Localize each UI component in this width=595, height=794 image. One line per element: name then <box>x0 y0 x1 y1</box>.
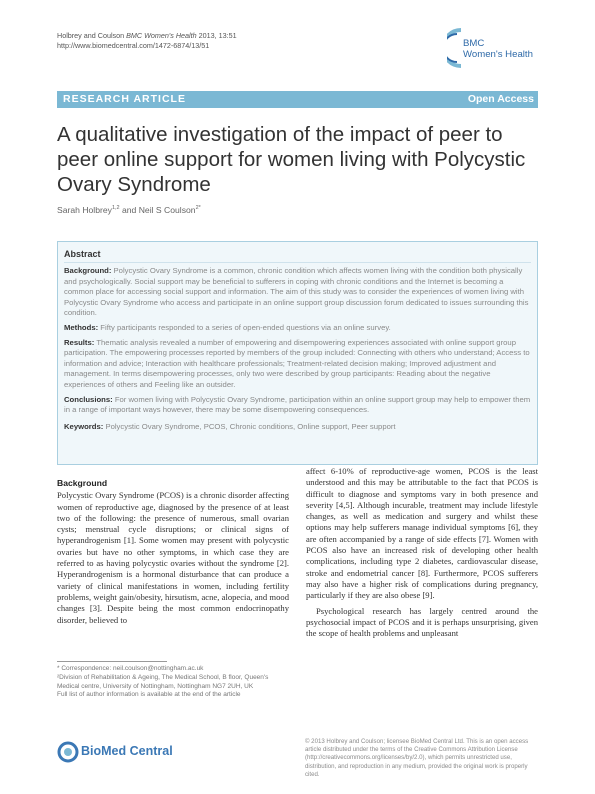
affiliation-note: ²Division of Rehabilitation & Ageing, The Medical School, B floor, Queen's Medical centre, University of Nottingham, Nottingham NG7 2UH, UK <box>57 673 269 690</box>
journal-logo-line2: Women's Health <box>463 49 533 60</box>
journal-logo <box>447 26 557 76</box>
abstract-results-label: Results: <box>64 337 95 347</box>
abstract-background-text: Polycystic Ovary Syndrome is a common, chronic condition which affects women living with the condition both physically and psychologically. Social support may be beneficial to sufferers in coping with chronic conditions and the Internet is becoming a common place for accessing social support and information. The aim of this study was to consider the experiences of women living with Polycystic Ovary Syndrome who access and participate in an online support group discussion forum dedicated to issues surrounding this condition. <box>64 266 529 318</box>
abstract-methods-label: Methods: <box>64 322 99 332</box>
abstract-keywords-label: Keywords: <box>64 421 104 431</box>
body-column-left <box>57 478 289 626</box>
abstract-divider <box>64 262 531 263</box>
abstract-heading: Abstract <box>64 249 101 259</box>
biomed-central-swirl-icon <box>57 741 79 763</box>
citation-journal: BMC Women's Health <box>126 31 197 40</box>
journal-logo-line1: BMC <box>463 38 485 49</box>
citation-url[interactable]: http://www.biomedcentral.com/1472-6874/13/51 <box>57 41 210 50</box>
citation-volume: 2013, 13:51 <box>196 31 237 40</box>
author-separator: and <box>119 205 139 215</box>
abstract-keywords <box>64 422 532 433</box>
body-paragraph: affect 6-10% of reproductive-age women, PCOS is the least understood and this may be attributable to the fact that PCOS is difficult to diagnose and symptoms vary in both presence and severity [4,5]. Although incurable, treatment may include lifestyle changes, as well as medication and surgery and whilst these options may help sufferers manage individual symptoms [6], they are often accompanied by a range of side effects [7]. Women with PCOS also have an increased risk of developing other health complications, including type 2 diabetes, cardiovascular disease, stroke and endometrial cancer [8]. Furthermore, PCOS sufferers may also have a higher risk of complications during pregnancy, particularly if they are also obese [9]. <box>306 466 538 601</box>
abstract-conclusions <box>64 395 532 416</box>
abstract-methods-text: Fifty participants responded to a series of open-ended questions via an online survey. <box>98 322 391 332</box>
license-text: © 2013 Holbrey and Coulson; licensee BioMed Central Ltd. This is an open access article distributed under the terms of the Creative Commons Attribution License (http://creativecommons.org/licenses/by/2.0), which permits unrestricted use, distribution, and reproduction in any medium, provided the original work is properly cited. <box>305 738 529 778</box>
citation-authors: Holbrey and Coulson <box>57 31 127 40</box>
abstract-conclusions-label: Conclusions: <box>64 394 113 404</box>
abstract-background-label: Background: <box>64 266 112 275</box>
body-column-right <box>306 466 538 639</box>
abstract-conclusions-text: For women living with Polycystic Ovary Syndrome, participation within an online support group may help to empower them in a range of important ways however, there may be some disempowering consequences. <box>64 394 531 415</box>
publisher-name: BioMed Central <box>81 744 173 758</box>
author-info-note: Full list of author information is available at the end of the article <box>57 691 241 699</box>
abstract-keywords-text: Polycystic Ovary Syndrome, PCOS, Chronic conditions, Online support, Peer support <box>103 421 396 431</box>
article-title: A qualitative investigation of the impact of peer to peer online support for women living with Polycystic Ovary Syndrome <box>57 123 526 196</box>
publisher-logo <box>57 740 177 764</box>
abstract-box <box>57 241 538 465</box>
abstract-background <box>64 266 532 319</box>
citation-header <box>57 31 237 51</box>
footnote-divider <box>57 661 167 662</box>
abstract-results <box>64 338 532 391</box>
body-paragraph: Polycystic Ovary Syndrome (PCOS) is a chronic disorder affecting women of reproductive age, diagnosed by the presence of at least two of the following: the presence of numerous, small ovarian cysts; menstrual cycle disruptions; or clinical signs of hyperandrogenism [1]. Some women may present with polycystic ovaries but have no other symptoms, in which case they are referred to as having polycystic ovaries without the syndrome [2]. Hyperandrogenism is a hormonal disturbance that can produce a variety of clinical manifestations in women, including fertility problems, weight gain/obesity, hirsutism, acne, alopecia, and mood changes [3]. Despite being the most common endocrinopathy disorder, believed to <box>57 490 289 625</box>
correspondence-note: * Correspondence: neil.coulson@nottingham.ac.uk <box>57 665 204 672</box>
open-access-label: Open Access <box>467 93 534 105</box>
abstract-results-text: Thematic analysis revealed a number of empowering and disempowering experiences associated with online support group participation. The empowering processes reported by members of the group included: Connecting with others who understand; Access to information and advice; Interaction with healthcare professionals; Treatment-related decision making; Improved adjustment and management. In terms disempowering processes, only two were described by group participants: Reading about the negative experiences of others and Feeling like an outsider. <box>64 337 530 389</box>
author-list <box>57 205 201 215</box>
body-paragraph: Psychological research has largely centred around the psychosocial impact of PCOS and it is perhaps unsurprising, given the scope of health problems and unpleasant <box>306 605 538 639</box>
footnotes <box>57 665 289 700</box>
author-1-affiliation: 1,2 <box>111 205 120 212</box>
author-1[interactable]: Sarah Holbrey <box>57 205 112 215</box>
article-type-label: RESEARCH ARTICLE <box>63 93 186 105</box>
section-heading-background: Background <box>57 478 108 488</box>
author-2-affiliation: 2* <box>195 205 201 212</box>
article-type-banner <box>57 91 538 108</box>
author-2[interactable]: Neil S Coulson <box>138 205 196 215</box>
abstract-methods <box>64 323 532 334</box>
